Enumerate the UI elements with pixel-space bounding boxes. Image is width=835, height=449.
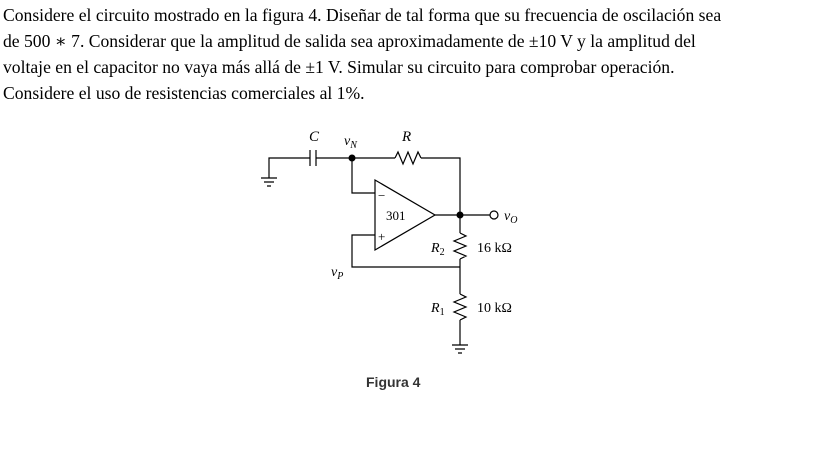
figure-caption: Figura 4	[366, 374, 421, 390]
opamp-plus: +	[378, 229, 386, 244]
r1-value: 10 kΩ	[477, 301, 512, 316]
vo-label-sub: O	[510, 215, 518, 226]
capacitor-ground-icon	[261, 178, 277, 186]
vn-label-sub: N	[350, 140, 357, 151]
resistor-to-output-wire	[421, 158, 460, 214]
vp-label	[331, 265, 343, 282]
opamp-label: 301	[386, 208, 406, 223]
r1-label	[430, 301, 445, 318]
r2-label-main: R	[431, 241, 440, 256]
resistor-r2-symbol	[454, 233, 466, 259]
capacitor-symbol	[310, 150, 316, 166]
capacitor-ground-wire	[269, 158, 310, 178]
problem-line-1: Considere el circuito mostrado en la figura 4. Diseñar de tal forma que su frecuencia de oscilación sea	[3, 5, 722, 25]
resistor-r1-symbol	[454, 294, 466, 320]
vn-node	[349, 155, 356, 162]
r2-label-sub: 2	[439, 247, 445, 258]
opamp-minus: −	[378, 188, 386, 203]
capacitor-label: C	[309, 129, 320, 145]
vn-label-main: v	[344, 134, 351, 149]
r1-label-main: R	[431, 301, 440, 316]
vo-label-main: v	[504, 209, 511, 224]
problem-statement	[3, 2, 833, 106]
circuit-diagram	[255, 120, 535, 365]
r1-label-sub: 1	[439, 307, 445, 318]
problem-line-3: voltaje en el capacitor no vaya más allá de ±1 V. Simular su circuito para comprobar operación.	[3, 57, 675, 77]
vn-label	[344, 134, 358, 151]
vo-label	[504, 209, 517, 226]
vn-to-inverting-wire	[352, 158, 375, 193]
resistor-r-label: R	[402, 129, 412, 145]
problem-line-4: Considere el uso de resistencias comerciales al 1%.	[3, 83, 365, 103]
r2-value: 16 kΩ	[477, 241, 512, 256]
output-node	[457, 212, 464, 219]
r2-label	[430, 241, 445, 258]
vo-terminal	[490, 211, 498, 219]
r1-ground-icon	[452, 345, 468, 353]
vp-label-sub: P	[337, 271, 344, 282]
vp-label-main: v	[331, 265, 338, 280]
resistor-r-symbol	[395, 152, 421, 164]
problem-line-2: de 500 ∗ 7. Considerar que la amplitud de salida sea aproximadamente de ±10 V y la amplitud del	[3, 31, 696, 51]
